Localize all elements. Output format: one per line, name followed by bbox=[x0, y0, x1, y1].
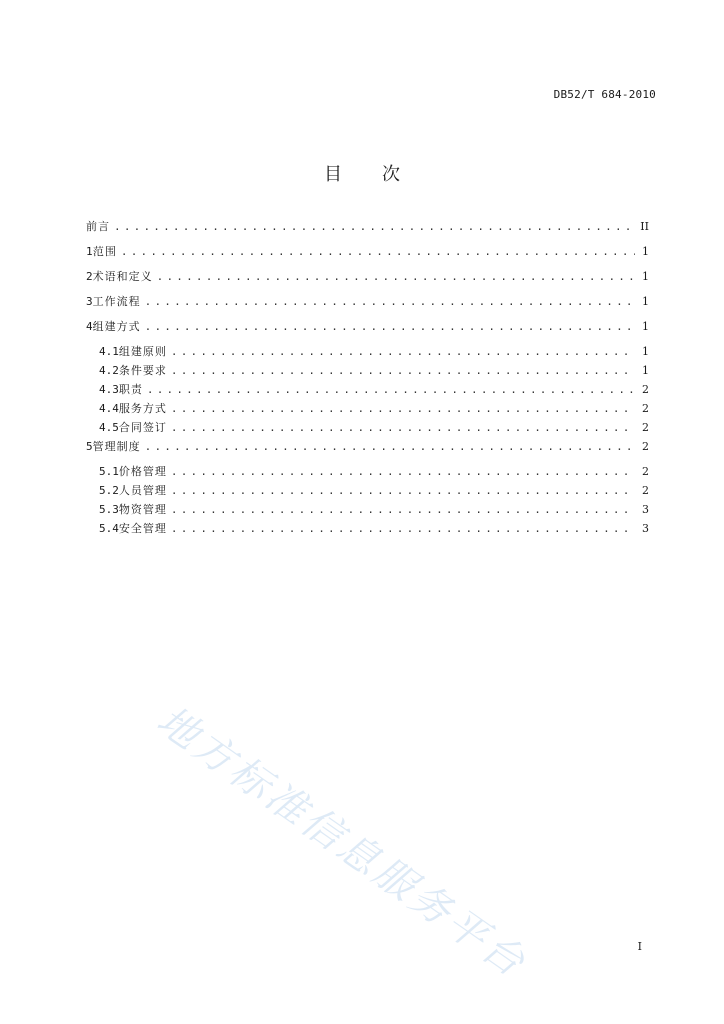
toc-entry[interactable] bbox=[86, 400, 649, 419]
toc-entry-number: 4.3 bbox=[99, 383, 119, 396]
toc-entry-label: 组建方式 bbox=[92, 320, 141, 333]
toc-entry-number: 5.2 bbox=[99, 484, 119, 497]
toc-dot-leader bbox=[171, 503, 635, 516]
toc-entry-label: 人员管理 bbox=[118, 484, 167, 497]
toc-entry[interactable] bbox=[86, 381, 649, 400]
toc-entry-page: 2 bbox=[642, 383, 649, 396]
toc-entry-page: 1 bbox=[642, 320, 649, 333]
toc-dot-leader bbox=[145, 440, 635, 453]
toc-entry-number: 5.1 bbox=[99, 465, 119, 478]
toc-entry-number: 5.4 bbox=[99, 522, 119, 535]
toc-dot-leader bbox=[114, 220, 635, 233]
toc-title-char-1: 目 bbox=[324, 164, 342, 185]
toc-entry[interactable] bbox=[86, 482, 649, 501]
toc-dot-leader bbox=[171, 484, 635, 497]
toc-entry-label: 安全管理 bbox=[118, 522, 167, 535]
toc-entry-page: 2 bbox=[642, 484, 649, 497]
toc-entry-label: 物资管理 bbox=[118, 503, 167, 516]
toc-entry[interactable] bbox=[86, 520, 649, 539]
toc-entry-page: 1 bbox=[642, 245, 649, 258]
toc-entry-label: 价格管理 bbox=[118, 465, 167, 478]
toc-dot-leader bbox=[171, 465, 635, 478]
document-code: DB52/T 684-2010 bbox=[553, 88, 656, 101]
toc-dot-leader bbox=[147, 383, 635, 396]
toc-entry-label: 前言 bbox=[86, 220, 110, 233]
toc-entry[interactable] bbox=[86, 293, 649, 318]
toc-dot-leader bbox=[145, 295, 635, 308]
toc-entry-page: 2 bbox=[642, 440, 649, 453]
toc-dot-leader bbox=[171, 421, 635, 434]
toc-dot-leader bbox=[171, 345, 635, 358]
toc-entry-number: 5 bbox=[86, 440, 93, 453]
toc-dot-leader bbox=[171, 402, 635, 415]
toc-entry-page: II bbox=[640, 220, 649, 233]
toc-title-char-2: 次 bbox=[382, 164, 400, 185]
toc-entry-number: 4 bbox=[86, 320, 93, 333]
table-of-contents bbox=[86, 218, 649, 539]
toc-entry[interactable] bbox=[86, 243, 649, 268]
toc-entry-number: 1 bbox=[86, 245, 93, 258]
toc-entry-number: 2 bbox=[86, 270, 93, 283]
toc-dot-leader bbox=[171, 522, 635, 535]
toc-entry[interactable] bbox=[86, 463, 649, 482]
toc-entry-number: 4.1 bbox=[99, 345, 119, 358]
toc-entry[interactable] bbox=[86, 362, 649, 381]
toc-entry[interactable] bbox=[86, 419, 649, 438]
toc-dot-leader bbox=[171, 364, 635, 377]
toc-entry-page: 2 bbox=[642, 421, 649, 434]
toc-dot-leader bbox=[145, 320, 635, 333]
toc-entry[interactable] bbox=[86, 268, 649, 293]
toc-entry-number: 4.2 bbox=[99, 364, 119, 377]
toc-entry-number: 4.4 bbox=[99, 402, 119, 415]
toc-entry[interactable] bbox=[86, 218, 649, 243]
toc-entry-label: 条件要求 bbox=[118, 364, 167, 377]
toc-entry-number: 3 bbox=[86, 295, 93, 308]
toc-dot-leader bbox=[121, 245, 635, 258]
toc-entry[interactable] bbox=[86, 438, 649, 463]
toc-entry-label: 合同签订 bbox=[118, 421, 167, 434]
toc-entry-label: 职责 bbox=[118, 383, 143, 396]
toc-entry-label: 管理制度 bbox=[92, 440, 141, 453]
toc-entry-label: 组建原则 bbox=[118, 345, 167, 358]
toc-entry-label: 术语和定义 bbox=[92, 270, 153, 283]
toc-dot-leader bbox=[157, 270, 635, 283]
toc-entry-page: 1 bbox=[642, 345, 649, 358]
toc-entry-page: 1 bbox=[642, 270, 649, 283]
toc-entry-page: 1 bbox=[642, 295, 649, 308]
toc-entry-number: 5.3 bbox=[99, 503, 119, 516]
toc-entry-page: 3 bbox=[642, 503, 649, 516]
page-number: I bbox=[637, 940, 642, 953]
toc-entry-label: 工作流程 bbox=[92, 295, 141, 308]
toc-entry-page: 2 bbox=[642, 465, 649, 478]
toc-entry-page: 2 bbox=[642, 402, 649, 415]
toc-entry[interactable] bbox=[86, 318, 649, 343]
watermark: 地方标准信息服务平台 bbox=[148, 697, 536, 988]
toc-entry-label: 范围 bbox=[92, 245, 117, 258]
toc-entry-page: 1 bbox=[642, 364, 649, 377]
toc-entry[interactable] bbox=[86, 501, 649, 520]
toc-entry-page: 3 bbox=[642, 522, 649, 535]
toc-title bbox=[0, 160, 724, 186]
toc-entry[interactable] bbox=[86, 343, 649, 362]
toc-entry-number: 4.5 bbox=[99, 421, 119, 434]
toc-entry-label: 服务方式 bbox=[118, 402, 167, 415]
